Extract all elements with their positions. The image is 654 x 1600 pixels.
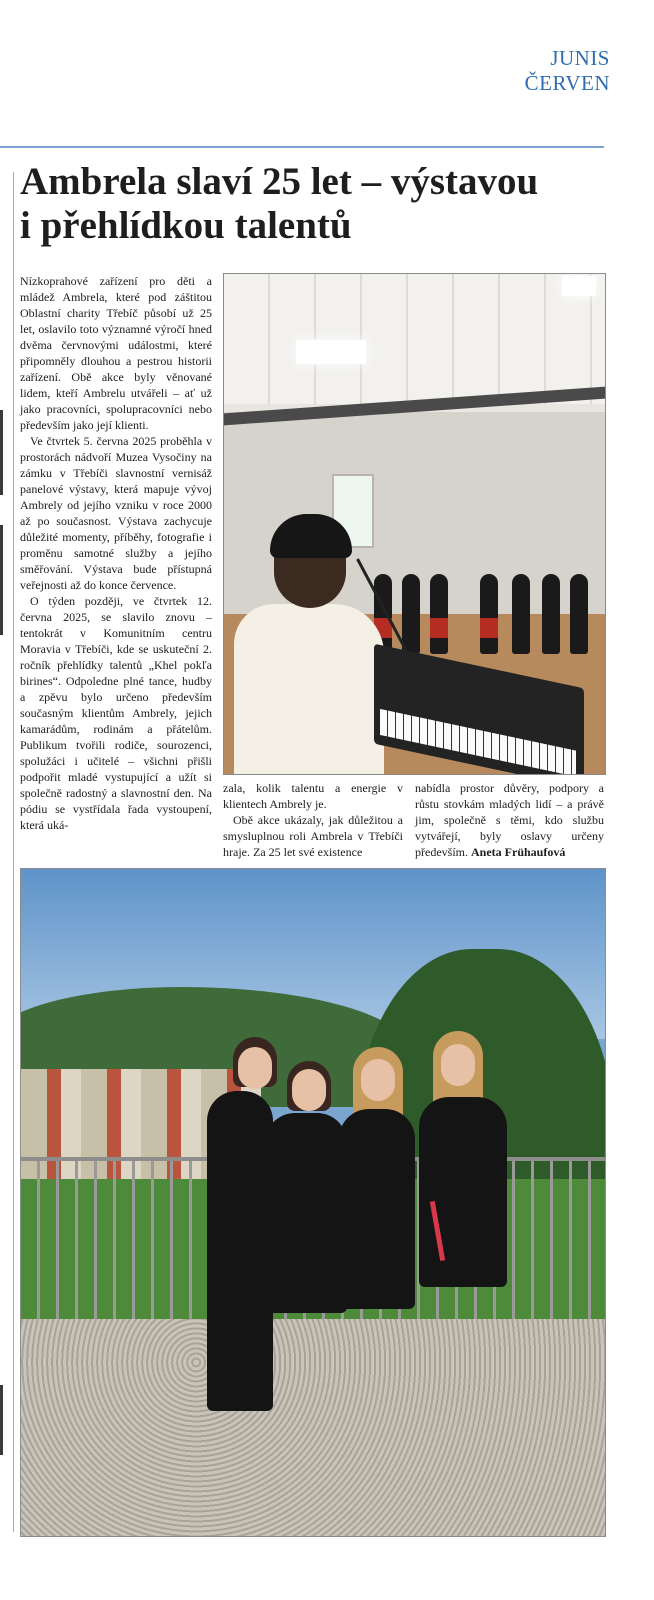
woman-4 <box>419 1097 507 1287</box>
dancer <box>512 574 530 654</box>
paragraph: Ve čtvrtek 5. června 2025 proběhla v prostorách nádvoří Muzea Vysočiny na zámku v Třebíči slavnostní vernisáž panelové výstavy, která mapuje vývoj Ambrely od jejího vzniku v roce 2000 až po současnost. Výstava zachycuje důležité momenty, příběhy, fotografie i proměnu samotné služby a jejího směřování. Výstava bude přístupná veřejnosti až do konce července. <box>20 434 212 592</box>
dancer <box>430 574 448 654</box>
section-masthead <box>525 46 610 96</box>
article-author: Aneta Frühaufová <box>471 845 566 859</box>
column-divider <box>13 172 14 1532</box>
section-name: JUNIS <box>550 46 610 70</box>
ceiling <box>224 274 605 404</box>
ceiling-light <box>296 340 366 364</box>
headline-line-1: Ambrela slaví 25 let – výstavou <box>20 160 539 203</box>
paragraph: Obě akce ukázaly, jak důležitou a smysluplnou roli Ambrela v Třebíči hraje. Za 25 let své existence <box>223 813 403 859</box>
paragraph: Nízkoprahové zařízení pro děti a mládež Ambrela, které pod záštitou Oblastní charity Třebíč působí už 25 let, oslavilo toto významné výročí hned dvěma červnovými událostmi, které připomněly dlouhou a pestrou historii zařízení. Obě akce byly věnované lidem, kteří Ambrelu utvářeli – ať už jako pracovníci, spolupracovníci nebo především jako její klienti. <box>20 274 212 432</box>
paragraph: zala, kolik talentu a energie v klientech Ambrely je. <box>223 781 403 811</box>
woman-1 <box>207 1091 273 1411</box>
keyboard-player <box>234 604 384 774</box>
page-edge-mark <box>0 525 3 635</box>
article-headline <box>20 160 600 248</box>
section-month: ČERVEN <box>524 71 610 95</box>
article-column-2 <box>223 780 403 860</box>
cobblestone-pavement <box>21 1319 605 1536</box>
article-column-1 <box>20 273 212 833</box>
woman-3 <box>339 1109 415 1309</box>
paragraph <box>415 780 604 860</box>
face <box>361 1059 395 1101</box>
ceiling-light <box>562 276 596 296</box>
face <box>292 1069 326 1111</box>
concert-photo <box>223 273 606 775</box>
header-rule <box>0 146 604 148</box>
group-photo <box>20 868 606 1537</box>
dancer <box>542 574 560 654</box>
article-column-3 <box>415 780 604 860</box>
dancer <box>570 574 588 654</box>
face <box>238 1047 272 1089</box>
face <box>441 1044 475 1086</box>
dancer <box>480 574 498 654</box>
dancer <box>402 574 420 654</box>
page-edge-mark <box>0 410 3 495</box>
paragraph-text: nabídla prostor důvěry, podpory a růstu stovkám mladých lidí – a právě jim, společně s těmi, kdo službu vytvářejí, byly oslavy určeny především. <box>415 781 604 859</box>
woman-2 <box>265 1113 347 1313</box>
page-edge-mark <box>0 1385 3 1455</box>
paragraph: O týden později, ve čtvrtek 12. června 2025, se slavilo znovu – tentokrát v Komunitním centru Moravia v Třebíči, kde se uskuteční 2. ročník přehlídky talentů „Khel pokľa birines“. Odpoledne plné tance, hudby a zpěvu bylo určeno především současným klientům Ambrely, jejich kamarádům, rodinám a přátelům. Publikum tvořili rodiče, sourozenci, spolužáci i učitelé – všichni přišli podpořit mladé vystupující a užít si společně radostný a slavnostní den. Na pódiu se vystřídala řada vystoupení, která uká- <box>20 594 212 832</box>
headline-line-2: i přehlídkou talentů <box>20 204 352 247</box>
